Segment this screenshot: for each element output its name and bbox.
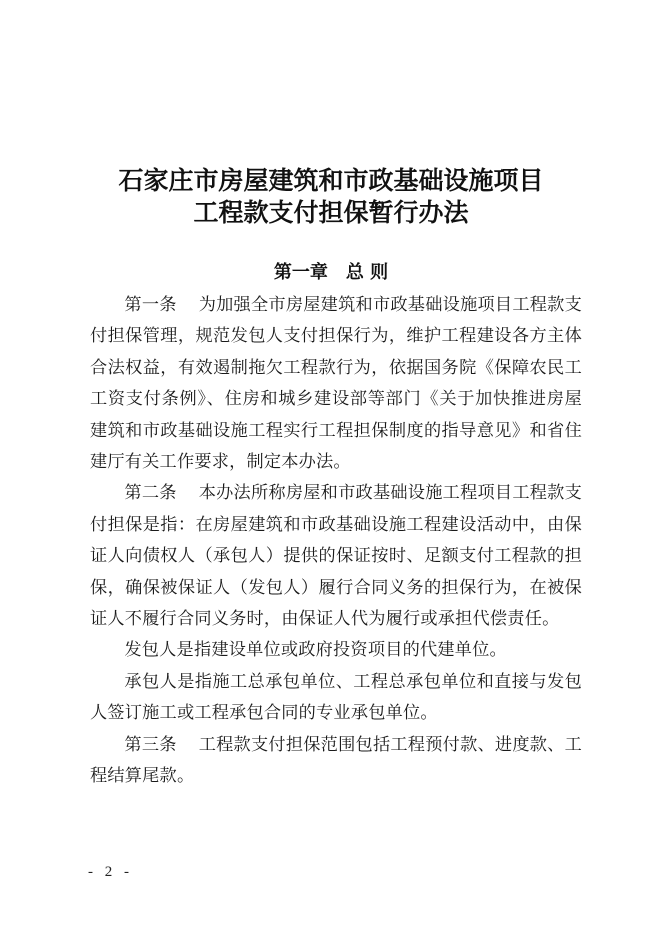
article-1-number: 第一条 (124, 295, 177, 315)
definition-contractor: 承包人是指施工总承包单位、工程总承包单位和直接与发包人签订施工或工程承包合同的专业承包单位。 (90, 671, 582, 724)
article-1-text: 为加强全市房屋建筑和市政基础设施项目工程款支付担保管理，规范发包人支付担保行为，维护工程建设各方主体合法权益，有效遏制拖欠工程款行为，依据国务院《保障农民工工资支付条例》、住房和城乡建设部等部门《关于加快推进房屋建筑和市政基础设施工程实行工程担保制度的指导意见》和省住建厅有关工作要求，制定本办法。 (90, 295, 582, 473)
article-2 (90, 478, 582, 635)
article-2-number: 第二条 (124, 483, 177, 504)
article-3-text: 工程款支付担保范围包括工程预付款、进度款、工程结算尾款。 (90, 734, 582, 787)
document-title-line-2: 工程款支付担保暂行办法 (193, 198, 469, 227)
definition-employer: 发包人是指建设单位或政府投资项目的代建单位。 (124, 640, 507, 661)
article-3 (90, 730, 582, 793)
document-title-line-1: 石家庄市房屋建筑和市政基础设施项目 (118, 166, 544, 195)
chapter-heading (0, 259, 662, 287)
chapter-title: 总 则 (345, 262, 389, 283)
document-body (90, 290, 582, 793)
page-number: - 2 - (88, 864, 133, 880)
article-1 (90, 290, 582, 478)
article-3-number: 第三条 (124, 734, 177, 755)
chapter-label: 第一章 (273, 262, 328, 283)
article-2-text: 本办法所称房屋和市政基础设施工程项目工程款支付担保是指：在房屋建筑和市政基础设施工程建设活动中，由保证人向债权人（承包人）提供的保证按时、足额支付工程款的担保，确保被保证人（发包人）履行合同义务的担保行为，在被保证人不履行合同义务时，由保证人代为履行或承担代偿责任。 (90, 483, 582, 630)
